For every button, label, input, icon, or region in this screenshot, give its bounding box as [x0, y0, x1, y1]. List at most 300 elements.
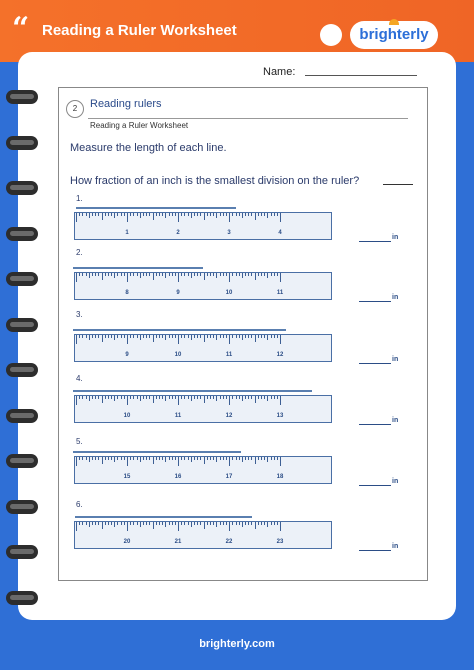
ruler-tick	[175, 522, 176, 525]
ruler-tick	[267, 522, 268, 527]
ruler-tick	[95, 213, 96, 216]
ruler-tick	[274, 335, 275, 338]
ruler-tick	[102, 273, 103, 280]
ruler-tick	[169, 273, 170, 276]
ruler-tick	[146, 273, 147, 276]
answer-line[interactable]	[359, 363, 391, 364]
ruler-tick	[251, 396, 252, 399]
ruler-tick	[229, 457, 230, 466]
ruler-tick	[127, 213, 128, 222]
ruler-tick	[124, 522, 125, 525]
ruler-tick	[114, 457, 115, 462]
ruler-tick	[261, 396, 262, 399]
spiral-ring	[6, 454, 38, 468]
ruler-tick	[156, 396, 157, 399]
ruler-tick	[82, 396, 83, 399]
ruler-tick	[184, 335, 185, 338]
ruler-tick	[121, 396, 122, 399]
ruler-tick	[232, 457, 233, 460]
ruler-tick	[229, 522, 230, 531]
ruler-tick-label: 22	[225, 539, 233, 545]
ruler-tick	[239, 213, 240, 216]
ruler-tick	[248, 396, 249, 399]
ruler-tick	[172, 396, 173, 399]
ruler-tick	[114, 213, 115, 218]
ruler-tick	[127, 457, 128, 466]
ruler-tick-label: 13	[276, 413, 284, 419]
ruler-tick	[181, 457, 182, 460]
ruler-tick	[239, 457, 240, 460]
ruler-tick	[162, 213, 163, 216]
ruler-tick	[194, 213, 195, 216]
ruler-tick	[143, 522, 144, 525]
ruler-tick	[188, 335, 189, 338]
ruler-tick	[156, 522, 157, 525]
ruler-tick	[277, 457, 278, 460]
ruler-tick	[165, 522, 166, 527]
ruler-tick	[172, 213, 173, 216]
spiral-ring	[6, 318, 38, 332]
ruler-tick	[111, 522, 112, 525]
logo-text: brighterly	[359, 26, 429, 43]
ruler-tick	[264, 213, 265, 216]
ruler-tick	[105, 522, 106, 525]
answer-line[interactable]	[359, 550, 391, 551]
ruler-tick	[133, 396, 134, 399]
ruler-tick	[251, 273, 252, 276]
ruler-tick-label: 2	[176, 230, 180, 236]
ruler-tick	[133, 335, 134, 338]
ruler-tick	[89, 457, 90, 462]
ruler-tick-label: 21	[174, 539, 182, 545]
ruler-tick	[261, 213, 262, 216]
ruler-tick	[255, 396, 256, 403]
ruler-tick	[111, 213, 112, 216]
ruler-tick	[86, 457, 87, 460]
ruler-tick	[277, 335, 278, 338]
ruler-tick	[127, 522, 128, 531]
ruler-tick	[175, 457, 176, 460]
ruler-tick	[210, 213, 211, 216]
ruler	[74, 521, 332, 549]
ruler-tick-label: 16	[174, 474, 182, 480]
ruler-tick	[207, 457, 208, 460]
ruler-tick	[271, 335, 272, 338]
ruler-tick	[264, 522, 265, 525]
ruler-tick	[242, 335, 243, 340]
ruler-tick	[149, 213, 150, 216]
spiral-ring	[6, 181, 38, 195]
ruler-tick	[178, 457, 179, 466]
ruler-tick	[271, 273, 272, 276]
answer-line[interactable]	[359, 241, 391, 242]
ruler-tick	[102, 396, 103, 403]
ruler-tick	[130, 457, 131, 460]
ruler-tick	[184, 213, 185, 216]
circle-icon	[320, 24, 342, 46]
ruler-tick	[108, 396, 109, 399]
ruler-tick	[175, 335, 176, 338]
ruler-tick	[274, 457, 275, 460]
ruler-tick	[156, 457, 157, 460]
ruler-tick	[121, 457, 122, 460]
ruler-tick	[239, 396, 240, 399]
ruler-tick	[236, 396, 237, 399]
ruler-tick	[188, 396, 189, 399]
ruler-tick	[194, 335, 195, 338]
ruler-tick	[175, 213, 176, 216]
ruler-tick	[191, 457, 192, 462]
ruler-tick	[236, 273, 237, 276]
measure-line	[73, 451, 241, 453]
ruler-tick	[267, 457, 268, 462]
ruler-tick	[258, 335, 259, 338]
section-title: Reading rulers	[90, 98, 162, 110]
ruler-tick-label: 3	[227, 230, 231, 236]
ruler-tick	[210, 457, 211, 460]
spiral-ring	[6, 272, 38, 286]
ruler-tick	[89, 396, 90, 401]
measure-line	[73, 267, 203, 269]
ruler-tick	[274, 396, 275, 399]
ruler-tick	[146, 213, 147, 216]
ruler-tick	[197, 457, 198, 460]
ruler-tick	[92, 335, 93, 338]
ruler-tick	[223, 457, 224, 460]
ruler-tick	[267, 396, 268, 401]
ruler-tick	[79, 457, 80, 460]
ruler-tick	[149, 396, 150, 399]
ruler-tick	[204, 522, 205, 529]
ruler-tick	[188, 522, 189, 525]
answer-line[interactable]	[359, 485, 391, 486]
name-field-line	[305, 75, 417, 76]
ruler-tick	[213, 396, 214, 399]
ruler-tick	[197, 522, 198, 525]
ruler-tick	[184, 522, 185, 525]
ruler-tick	[271, 213, 272, 216]
ruler	[74, 212, 332, 240]
section-divider	[88, 118, 408, 119]
ruler-tick	[76, 273, 77, 282]
ruler-tick-label: 15	[123, 474, 131, 480]
ruler-tick	[79, 396, 80, 399]
ruler-tick-label: 9	[125, 352, 129, 358]
spiral-ring	[6, 591, 38, 605]
ruler-tick	[130, 335, 131, 338]
ruler-tick	[232, 335, 233, 338]
item-number: 5.	[76, 437, 83, 446]
ruler-tick	[79, 335, 80, 338]
ruler-tick	[98, 335, 99, 338]
ruler-tick	[223, 396, 224, 399]
ruler-tick	[229, 335, 230, 344]
ruler-tick	[172, 335, 173, 338]
ruler-tick	[153, 396, 154, 403]
ruler-tick	[162, 273, 163, 276]
ruler-tick	[261, 522, 262, 525]
ruler-tick	[242, 273, 243, 278]
ruler-tick	[76, 335, 77, 344]
ruler-tick	[137, 396, 138, 399]
ruler-tick-label: 23	[276, 539, 284, 545]
spiral-ring	[6, 363, 38, 377]
ruler-tick	[172, 457, 173, 460]
ruler-tick	[165, 213, 166, 218]
ruler	[74, 456, 332, 484]
ruler-tick	[137, 213, 138, 216]
ruler-tick	[258, 273, 259, 276]
ruler-tick	[121, 522, 122, 525]
ruler-tick	[117, 396, 118, 399]
ruler-tick	[239, 522, 240, 525]
ruler-tick	[146, 522, 147, 525]
ruler-tick	[111, 273, 112, 276]
ruler-tick	[108, 522, 109, 525]
ruler-tick	[98, 213, 99, 216]
ruler-tick	[261, 273, 262, 276]
ruler-tick	[127, 273, 128, 282]
ruler-tick	[102, 335, 103, 342]
ruler	[74, 334, 332, 362]
ruler-tick	[220, 522, 221, 525]
ruler-tick	[121, 213, 122, 216]
ruler-tick	[267, 213, 268, 218]
ruler-tick	[95, 457, 96, 460]
ruler-tick	[207, 396, 208, 399]
ruler-tick	[143, 335, 144, 338]
ruler-tick	[102, 522, 103, 529]
ruler-tick	[216, 457, 217, 462]
ruler-tick	[236, 522, 237, 525]
ruler-tick	[156, 213, 157, 216]
ruler-tick	[232, 213, 233, 216]
ruler-tick-label: 10	[174, 352, 182, 358]
spiral-ring	[6, 227, 38, 241]
ruler-tick	[79, 213, 80, 216]
ruler-tick	[172, 522, 173, 525]
ruler-tick	[108, 213, 109, 216]
ruler-tick-label: 10	[225, 290, 233, 296]
ruler-tick	[255, 522, 256, 529]
ruler-tick	[280, 335, 281, 344]
ruler-tick	[95, 273, 96, 276]
ruler-tick	[223, 335, 224, 338]
ruler-tick	[162, 522, 163, 525]
ruler-tick	[251, 457, 252, 460]
ruler-tick	[267, 273, 268, 278]
ruler-tick	[117, 335, 118, 338]
name-label: Name:	[263, 66, 296, 78]
ruler-tick	[181, 335, 182, 338]
ruler-tick	[92, 396, 93, 399]
ruler-tick	[200, 273, 201, 276]
ruler-tick	[255, 273, 256, 280]
ruler-tick	[239, 335, 240, 338]
ruler-tick	[105, 396, 106, 399]
ruler-tick	[146, 396, 147, 399]
ruler-tick	[216, 335, 217, 340]
item-number: 2.	[76, 248, 83, 257]
ruler-tick	[255, 213, 256, 220]
ruler-tick	[210, 522, 211, 525]
measure-line	[75, 516, 252, 518]
ruler-tick	[137, 273, 138, 276]
ruler-tick	[245, 335, 246, 338]
ruler-tick	[232, 522, 233, 525]
spiral-ring	[6, 136, 38, 150]
ruler-tick	[76, 522, 77, 531]
ruler-tick-label: 12	[276, 352, 284, 358]
ruler-tick	[200, 335, 201, 338]
ruler-tick	[156, 335, 157, 338]
ruler-tick	[248, 335, 249, 338]
ruler-tick	[194, 457, 195, 460]
ruler-tick	[236, 457, 237, 460]
ruler-tick	[197, 273, 198, 276]
ruler-tick	[194, 522, 195, 525]
ruler-tick	[242, 522, 243, 527]
ruler-tick	[210, 335, 211, 338]
ruler-tick	[95, 396, 96, 399]
ruler-tick	[111, 335, 112, 338]
ruler-tick	[86, 396, 87, 399]
ruler-tick	[181, 273, 182, 276]
ruler-tick	[197, 335, 198, 338]
ruler-tick	[204, 396, 205, 403]
ruler-tick	[165, 273, 166, 278]
ruler-tick	[127, 335, 128, 344]
ruler	[74, 395, 332, 423]
ruler-tick	[267, 335, 268, 340]
ruler-tick	[261, 457, 262, 460]
ruler-tick	[280, 457, 281, 466]
ruler-tick	[149, 335, 150, 338]
ruler-tick	[159, 273, 160, 276]
ruler-tick	[264, 396, 265, 399]
ruler-tick	[82, 273, 83, 276]
ruler-tick	[76, 396, 77, 405]
ruler-tick	[251, 335, 252, 338]
ruler-tick	[130, 522, 131, 525]
ruler-tick	[248, 457, 249, 460]
question-text: How fraction of an inch is the smallest division on the ruler?	[70, 175, 360, 187]
ruler-tick	[140, 213, 141, 218]
ruler-tick	[242, 213, 243, 218]
ruler-tick	[89, 273, 90, 278]
ruler-tick	[248, 213, 249, 216]
ruler-tick	[153, 457, 154, 464]
ruler-tick	[178, 522, 179, 531]
ruler-tick	[92, 273, 93, 276]
ruler-tick	[143, 213, 144, 216]
ruler-tick	[255, 335, 256, 342]
ruler-tick	[204, 335, 205, 342]
ruler-tick	[223, 213, 224, 216]
ruler-tick	[162, 457, 163, 460]
ruler-tick	[175, 396, 176, 399]
ruler-tick	[133, 273, 134, 276]
ruler-tick	[258, 213, 259, 216]
ruler-tick	[258, 457, 259, 460]
ruler-tick	[92, 522, 93, 525]
answer-line[interactable]	[359, 424, 391, 425]
ruler-tick	[95, 522, 96, 525]
ruler-tick	[153, 213, 154, 220]
ruler-tick	[220, 457, 221, 460]
ruler-tick	[271, 396, 272, 399]
ruler-tick	[207, 522, 208, 525]
ruler-tick	[143, 273, 144, 276]
ruler-tick	[181, 213, 182, 216]
ruler-tick-label: 12	[225, 413, 233, 419]
spiral-ring	[6, 409, 38, 423]
ruler-tick	[245, 213, 246, 216]
ruler-tick	[245, 396, 246, 399]
ruler-tick	[114, 396, 115, 401]
ruler-tick-label: 11	[225, 352, 233, 358]
ruler-tick	[140, 273, 141, 278]
ruler-tick	[169, 457, 170, 460]
ruler-tick	[86, 213, 87, 216]
ruler-tick	[137, 335, 138, 338]
section-number: 2	[66, 100, 84, 118]
ruler-tick	[76, 457, 77, 466]
ruler-tick	[248, 273, 249, 276]
ruler-tick	[216, 273, 217, 278]
ruler-tick	[216, 522, 217, 527]
ruler-tick	[140, 396, 141, 401]
ruler-tick	[264, 457, 265, 460]
ruler-tick	[226, 457, 227, 460]
section-subtitle: Reading a Ruler Worksheet	[90, 121, 189, 130]
ruler-tick	[102, 457, 103, 464]
ruler-tick	[130, 273, 131, 276]
ruler-tick	[143, 457, 144, 460]
ruler-tick	[156, 273, 157, 276]
ruler-tick	[200, 213, 201, 216]
ruler-tick	[124, 273, 125, 276]
ruler-tick	[229, 396, 230, 405]
ruler-tick	[236, 335, 237, 338]
ruler-tick	[159, 522, 160, 525]
ruler-tick	[248, 522, 249, 525]
ruler-tick	[82, 457, 83, 460]
ruler-tick	[105, 273, 106, 276]
ruler-tick	[191, 522, 192, 527]
ruler-tick	[204, 213, 205, 220]
ruler-tick	[165, 396, 166, 401]
ruler-tick	[213, 335, 214, 338]
ruler-tick	[111, 396, 112, 399]
ruler-tick	[133, 213, 134, 216]
unit-label: in	[392, 356, 399, 363]
answer-line[interactable]	[359, 301, 391, 302]
ruler-tick	[86, 335, 87, 338]
ruler-tick	[181, 396, 182, 399]
spiral-ring	[6, 545, 38, 559]
ruler-tick	[169, 396, 170, 399]
ruler-tick	[207, 273, 208, 276]
ruler-tick	[130, 213, 131, 216]
ruler-tick	[127, 396, 128, 405]
ruler-tick	[264, 273, 265, 276]
ruler-tick	[162, 396, 163, 399]
ruler-tick	[178, 396, 179, 405]
ruler-tick	[117, 273, 118, 276]
ruler-tick	[162, 335, 163, 338]
ruler-tick	[149, 457, 150, 460]
